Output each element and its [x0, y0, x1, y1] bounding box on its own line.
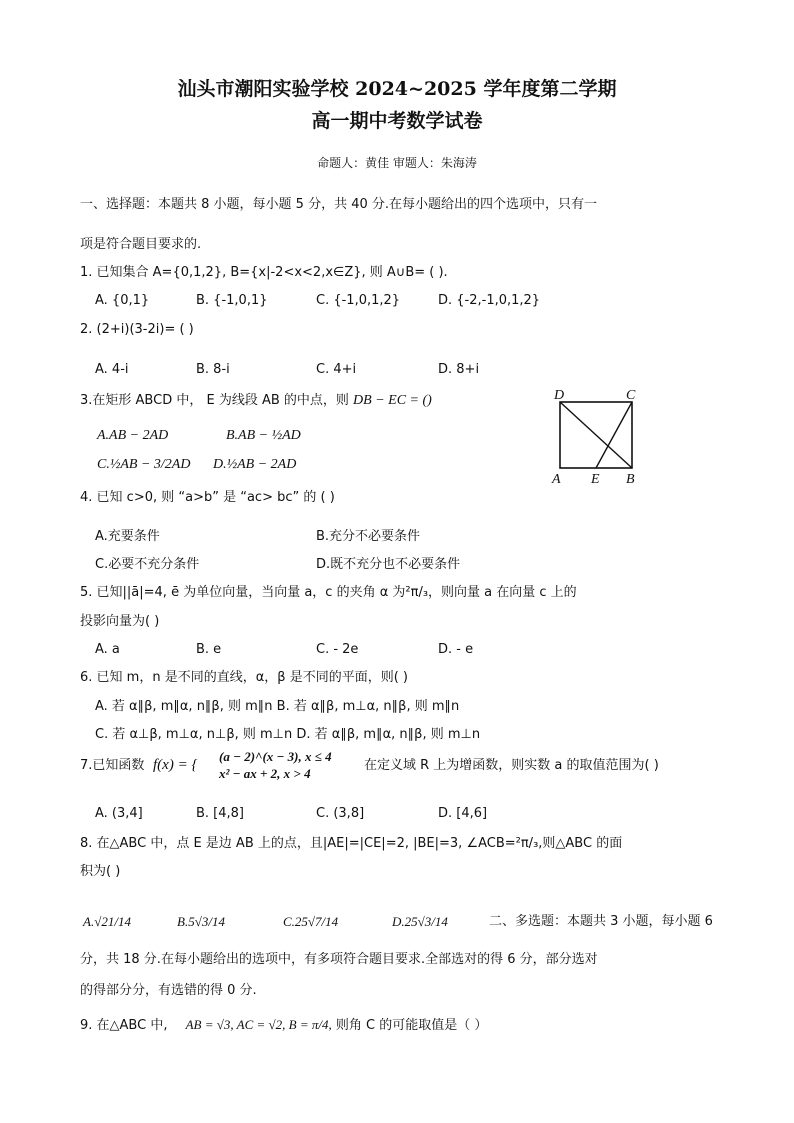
label-a: A [552, 472, 561, 486]
segment-ec [596, 402, 632, 468]
q7-function: f(x) = { [153, 757, 198, 773]
q9-stem [80, 1017, 487, 1034]
q7-option-d: D. [4,6] [438, 806, 488, 821]
q8-option-c: C.25√7/14 [283, 914, 339, 929]
q1-option-a: A. {0,1} [95, 293, 150, 308]
q6-options-line2: C. 若 α⊥β, m⊥α, n⊥β, 则 m⊥n D. 若 α∥β, m∥α, n∥β, 则 m⊥n [95, 727, 481, 742]
q1-option-d: D. {-2,-1,0,1,2} [438, 293, 541, 308]
section1-intro-line1: 一、选择题：本题共 8 小题，每小题 5 分，共 40 分.在每小题给出的四个选项中，只有一 [80, 197, 598, 212]
q6-stem: 6. 已知 m，n 是不同的直线，α，β 是不同的平面，则( ) [80, 670, 408, 685]
q9-stem-suffix: 则角 C 的可能取值是（ ） [335, 1018, 488, 1033]
q5-option-d: D. - e [438, 642, 474, 657]
q6-options-line1: A. 若 α∥β, m∥α, n∥β, 则 m∥n B. 若 α∥β, m⊥α, n∥β, 则 m∥n [95, 699, 460, 714]
q8-option-a: A.√21/14 [83, 914, 131, 929]
label-e: E [591, 472, 600, 486]
rectangle-figure [548, 386, 644, 486]
q2-option-d: D. 8+i [438, 362, 480, 377]
label-c: C [626, 388, 636, 403]
section2-intro-line1: 二、多选题：本题共 3 小题，每小题 6 [489, 914, 713, 929]
exam-authors: 命题人：黄佳 审题人：朱海涛 [317, 156, 477, 170]
q5-option-c: C. - 2e [316, 642, 359, 657]
section2-intro-line2: 分，共 18 分.在每小题给出的选项中，有多项符合题目要求.全部选对的得 6 分，部分选对 [80, 952, 598, 967]
q7-stem-prefix: 7.已知函数 [80, 758, 145, 773]
q3-option-c: C.½AB − 3/2AD [97, 457, 191, 472]
q5-option-b: B. e [196, 642, 222, 657]
q9-stem-math: AB = √3, AC = √2, B = π/4, [185, 1017, 332, 1032]
q8-option-b: B.5√3/14 [177, 914, 225, 929]
q1-option-b: B. {-1,0,1} [196, 293, 268, 308]
q5-stem-line2: 投影向量为( ) [80, 614, 160, 629]
label-d: D [554, 388, 565, 403]
q2-option-b: B. 8-i [196, 362, 230, 377]
q4-option-c: C.必要不充分条件 [95, 557, 200, 572]
q3-option-a: A.AB − 2AD [97, 428, 169, 443]
q4-option-a: A.充要条件 [95, 529, 160, 544]
exam-title-line2: 高一期中考数学试卷 [311, 110, 483, 132]
q1-option-c: C. {-1,0,1,2} [316, 293, 401, 308]
q7-option-a: A. (3,4] [95, 806, 143, 821]
section1-intro-line2: 项是符合题目要求的. [80, 237, 202, 252]
q3-stem [80, 393, 432, 410]
q2-option-c: C. 4+i [316, 362, 357, 377]
q4-stem: 4. 已知 c>0, 则 “a>b” 是 “ac> bc” 的 ( ) [80, 490, 335, 505]
section2-intro-line3: 的得部分分，有选错的得 0 分. [80, 983, 257, 998]
q8-stem-line2: 积为( ) [80, 864, 121, 879]
q5-stem-line1: 5. 已知||ā|=4, ē 为单位向量，当向量 a，c 的夹角 α 为²π/₃，则向量 a 在向量 c 上的 [80, 585, 577, 600]
q7-stem-suffix: 在定义域 R 上为增函数，则实数 a 的取值范围为( ) [364, 758, 659, 773]
q3-stem-text: 3.在矩形 ABCD 中， E 为线段 AB 的中点，则 [80, 393, 349, 408]
q4-option-d: D.既不充分也不必要条件 [316, 557, 461, 572]
q2-option-a: A. 4-i [95, 362, 129, 377]
q7-piece1: (a − 2)^(x − 3), x ≤ 4 [219, 749, 332, 764]
q7-option-b: B. [4,8] [196, 806, 245, 821]
segment-db [560, 402, 632, 468]
q9-stem-prefix: 9. 在△ABC 中, [80, 1018, 168, 1033]
q4-option-b: B.充分不必要条件 [316, 529, 421, 544]
q3-stem-math: DB − EC = () [353, 393, 432, 408]
q2-stem: 2. (2+i)(3-2i)= ( ) [80, 322, 194, 337]
q7-option-c: C. (3,8] [316, 806, 365, 821]
q7-piece2: x² − ax + 2, x > 4 [219, 766, 311, 781]
label-b: B [626, 472, 635, 486]
q3-option-d: D.½AB − 2AD [213, 457, 297, 472]
q1-stem: 1. 已知集合 A={0,1,2}, B={x|-2<x<2,x∈Z}, 则 A∪B= ( ). [80, 265, 448, 280]
exam-title-line1: 汕头市潮阳实验学校 2024~2025 学年度第二学期 [177, 78, 617, 100]
q8-stem-line1: 8. 在△ABC 中，点 E 是边 AB 上的点，且|AE|=|CE|=2, |BE|=3, ∠ACB=²π/₃,则△ABC 的面 [80, 836, 623, 851]
q3-option-b: B.AB − ½AD [226, 428, 301, 443]
q5-option-a: A. a [95, 642, 120, 657]
q8-option-d: D.25√3/14 [392, 914, 448, 929]
